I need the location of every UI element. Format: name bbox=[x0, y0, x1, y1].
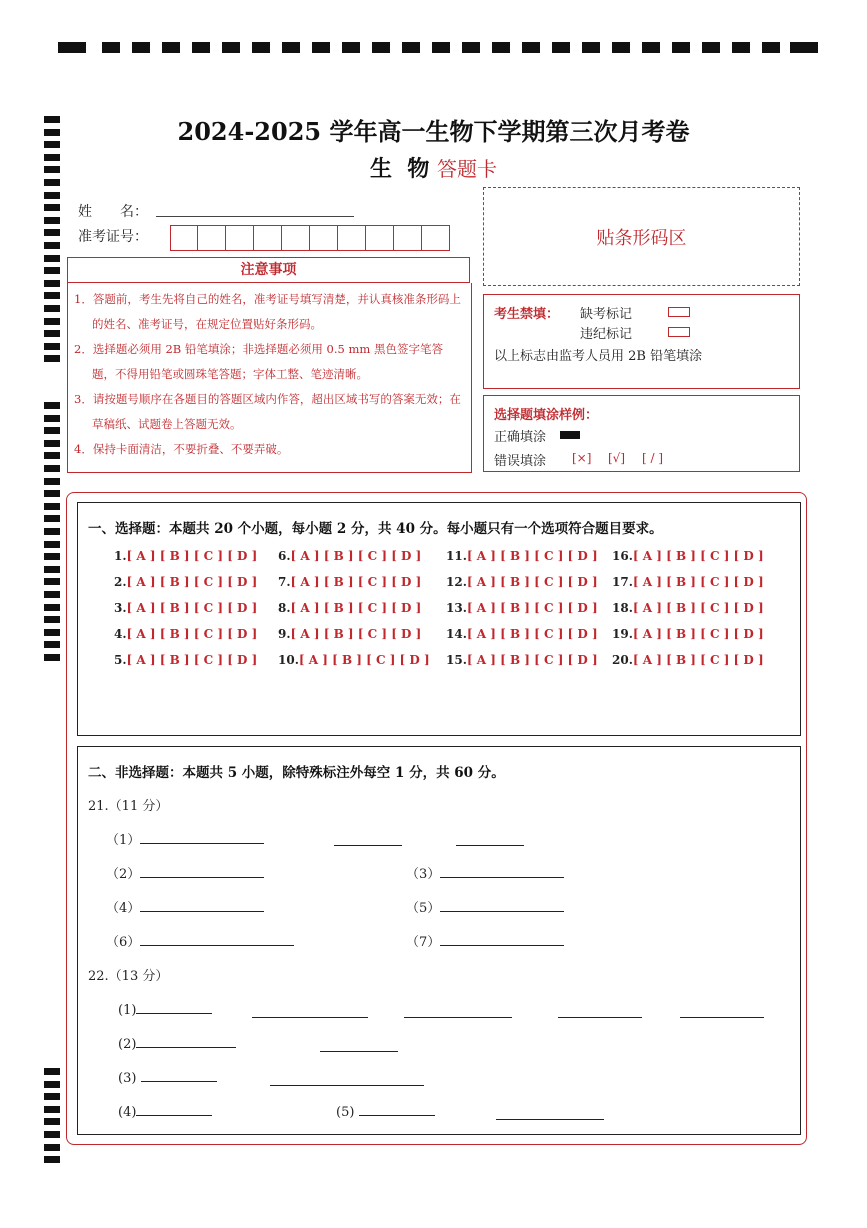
alignment-mark bbox=[44, 465, 60, 472]
notice-box bbox=[67, 283, 472, 473]
question-22-heading: 22.（13 分） bbox=[88, 969, 169, 984]
mc-question-row[interactable] bbox=[114, 601, 257, 615]
alignment-mark bbox=[44, 452, 60, 459]
alignment-mark bbox=[612, 42, 630, 53]
mc-question-number: 1. bbox=[114, 549, 127, 563]
alignment-mark bbox=[402, 42, 420, 53]
mc-question-number: 18. bbox=[612, 601, 633, 615]
mc-question-number: 4. bbox=[114, 627, 127, 641]
alignment-mark bbox=[44, 242, 60, 249]
alignment-mark bbox=[522, 42, 540, 53]
answer-blank[interactable] bbox=[456, 833, 524, 846]
mc-question-number: 20. bbox=[612, 653, 633, 667]
exam-id-digit-box[interactable] bbox=[310, 225, 338, 251]
mc-question-row[interactable] bbox=[278, 653, 430, 667]
q22-part-5[interactable] bbox=[336, 1103, 435, 1120]
alignment-mark bbox=[44, 1118, 60, 1125]
alignment-mark bbox=[642, 42, 660, 53]
section1-title: 一、选择题：本题共 20 个小题，每小题 2 分，共 40 分。每小题只有一个选项符合题目要求。 bbox=[88, 521, 663, 537]
subject-name: 生 物 bbox=[370, 156, 430, 182]
mc-question-row[interactable] bbox=[612, 653, 764, 667]
mc-question-row[interactable] bbox=[114, 653, 257, 667]
mc-question-row[interactable] bbox=[278, 575, 421, 589]
mc-question-number: 3. bbox=[114, 601, 127, 615]
part-label: (5) bbox=[336, 1105, 355, 1120]
mc-question-number: 16. bbox=[612, 549, 633, 563]
absent-mark-box[interactable] bbox=[668, 307, 690, 317]
mc-options[interactable]: [ A ] [ B ] [ C ] [ D ] bbox=[126, 601, 258, 615]
q21-part-2[interactable] bbox=[106, 863, 264, 882]
answer-blank[interactable] bbox=[558, 1005, 642, 1018]
mc-question-row[interactable] bbox=[446, 653, 598, 667]
alignment-mark bbox=[44, 192, 60, 199]
alignment-mark bbox=[44, 204, 60, 211]
exam-id-digit-box[interactable] bbox=[198, 225, 226, 251]
exam-id-label: 准考证号： bbox=[78, 229, 148, 245]
correct-fill-label: 正确填涂 bbox=[494, 430, 547, 445]
alignment-mark bbox=[44, 641, 60, 648]
exam-id-digit-box[interactable] bbox=[394, 225, 422, 251]
q22-part-1[interactable] bbox=[118, 1001, 212, 1018]
alignment-mark bbox=[44, 427, 60, 434]
alignment-mark bbox=[44, 566, 60, 573]
alignment-mark bbox=[342, 42, 360, 53]
mc-question-number: 12. bbox=[446, 575, 467, 589]
answer-blank[interactable] bbox=[334, 833, 402, 846]
alignment-mark bbox=[44, 1081, 60, 1088]
q22-part-4[interactable] bbox=[118, 1103, 212, 1120]
alignment-mark bbox=[44, 1131, 60, 1138]
name-label: 姓 名： bbox=[78, 204, 148, 220]
correct-fill-sample bbox=[560, 431, 580, 439]
answer-blank[interactable] bbox=[496, 1107, 604, 1120]
alignment-mark bbox=[552, 42, 570, 53]
exam-id-digit-box[interactable] bbox=[422, 225, 450, 251]
alignment-mark bbox=[492, 42, 510, 53]
forbidden-label: 考生禁填： bbox=[494, 307, 560, 322]
top-alignment-marks bbox=[58, 42, 818, 54]
alignment-mark bbox=[44, 1068, 60, 1075]
q21-part-7[interactable] bbox=[406, 931, 564, 950]
exam-id-digit-box[interactable] bbox=[282, 225, 310, 251]
mc-question-row[interactable] bbox=[278, 601, 421, 615]
mc-question-row[interactable] bbox=[114, 575, 257, 589]
mc-options[interactable]: [ A ] [ B ] [ C ] [ D ] bbox=[632, 653, 764, 667]
part-label: （3） bbox=[406, 867, 441, 882]
part-label: （4） bbox=[106, 901, 141, 916]
q21-part-4[interactable] bbox=[106, 897, 264, 916]
q21-part-3[interactable] bbox=[406, 863, 564, 882]
q21-part-1[interactable] bbox=[106, 829, 264, 848]
alignment-mark bbox=[44, 528, 60, 535]
part-label: (4) bbox=[118, 1105, 137, 1120]
forbidden-box bbox=[483, 294, 800, 389]
wrong-mark: [ / ] bbox=[642, 451, 664, 465]
mc-options[interactable]: [ A ] [ B ] [ C ] [ D ] bbox=[466, 549, 598, 563]
section1-multiple-choice bbox=[77, 502, 801, 736]
q21-part-6[interactable] bbox=[106, 931, 294, 950]
answer-blank[interactable] bbox=[680, 1005, 764, 1018]
fill-sample-label: 选择题填涂样例： bbox=[494, 408, 599, 423]
mc-question-row[interactable] bbox=[612, 575, 764, 589]
exam-id-digit-box[interactable] bbox=[226, 225, 254, 251]
alignment-mark bbox=[762, 42, 780, 53]
mc-question-number: 14. bbox=[446, 627, 467, 641]
part-label: （1） bbox=[106, 833, 141, 848]
alignment-mark bbox=[44, 402, 60, 409]
answer-blank[interactable] bbox=[404, 1005, 512, 1018]
mc-question-number: 6. bbox=[278, 549, 291, 563]
mc-question-row[interactable] bbox=[114, 627, 257, 641]
alignment-mark bbox=[462, 42, 480, 53]
mc-options[interactable]: [ A ] [ B ] [ C ] [ D ] bbox=[466, 601, 598, 615]
mc-options[interactable]: [ A ] [ B ] [ C ] [ D ] bbox=[466, 575, 598, 589]
part-label: （5） bbox=[406, 901, 441, 916]
mc-question-number: 13. bbox=[446, 601, 467, 615]
part-label: （6） bbox=[106, 935, 141, 950]
mc-options[interactable]: [ A ] [ B ] [ C ] [ D ] bbox=[126, 653, 258, 667]
mc-options[interactable]: [ A ] [ B ] [ C ] [ D ] bbox=[632, 575, 764, 589]
alignment-mark bbox=[44, 591, 60, 598]
alignment-mark bbox=[44, 217, 60, 224]
alignment-mark bbox=[44, 553, 60, 560]
mc-question-row[interactable] bbox=[446, 549, 598, 563]
mc-question-row[interactable] bbox=[278, 549, 421, 563]
mc-question-number: 8. bbox=[278, 601, 291, 615]
alignment-mark bbox=[44, 578, 60, 585]
q21-part-5[interactable] bbox=[406, 897, 564, 916]
mc-question-row[interactable] bbox=[612, 601, 764, 615]
alignment-mark bbox=[44, 515, 60, 522]
violation-label: 违纪标记 bbox=[580, 327, 633, 342]
mc-question-number: 5. bbox=[114, 653, 127, 667]
alignment-mark bbox=[44, 343, 60, 350]
alignment-mark bbox=[44, 490, 60, 497]
fill-sample-box bbox=[483, 395, 800, 472]
alignment-mark bbox=[312, 42, 330, 53]
notice-item: 4．保持卡面清洁，不要折叠、不要弄破。 bbox=[74, 442, 289, 456]
mc-question-row[interactable] bbox=[612, 549, 764, 563]
alignment-mark bbox=[432, 42, 450, 53]
mc-question-row[interactable] bbox=[446, 601, 598, 615]
mc-question-number: 19. bbox=[612, 627, 633, 641]
alignment-mark bbox=[44, 267, 60, 274]
alignment-mark bbox=[44, 616, 60, 623]
mc-question-number: 15. bbox=[446, 653, 467, 667]
mc-options[interactable]: [ A ] [ B ] [ C ] [ D ] bbox=[290, 575, 422, 589]
wrong-mark: [×] bbox=[572, 451, 592, 465]
mc-question-row[interactable] bbox=[114, 549, 257, 563]
q22-part-3[interactable] bbox=[118, 1069, 217, 1086]
alignment-mark bbox=[44, 654, 60, 661]
alignment-mark bbox=[222, 42, 240, 53]
absent-label: 缺考标记 bbox=[580, 307, 633, 322]
alignment-mark bbox=[282, 42, 300, 53]
alignment-mark bbox=[44, 478, 60, 485]
forbidden-note: 以上标志由监考人员用 2B 铅笔填涂 bbox=[494, 349, 703, 364]
alignment-mark bbox=[732, 42, 750, 53]
alignment-mark bbox=[162, 42, 180, 53]
subject-suffix: 答题卡 bbox=[437, 157, 497, 181]
part-label: (3) bbox=[118, 1071, 137, 1086]
alignment-mark bbox=[790, 42, 818, 53]
exam-id-digit-box[interactable] bbox=[338, 225, 366, 251]
part-label: （7） bbox=[406, 935, 441, 950]
mc-options[interactable]: [ A ] [ B ] [ C ] [ D ] bbox=[632, 601, 764, 615]
notice-item: 3．请按题号顺序在各题目的答题区域内作答，超出区域书写的答案无效；在草稿纸、试题卷上答题无效。 bbox=[74, 392, 461, 431]
alignment-mark bbox=[44, 604, 60, 611]
alignment-mark bbox=[44, 1144, 60, 1151]
part-label: (1) bbox=[118, 1003, 137, 1018]
exam-title: 2024-2025 学年高一生物下学期第三次月考卷 bbox=[177, 117, 690, 146]
barcode-area: 贴条形码区 bbox=[483, 187, 800, 286]
alignment-mark bbox=[44, 255, 60, 262]
q22-part-2[interactable] bbox=[118, 1035, 236, 1052]
mc-options[interactable]: [ A ] [ B ] [ C ] [ D ] bbox=[126, 627, 258, 641]
alignment-mark bbox=[102, 42, 120, 53]
mc-question-number: 17. bbox=[612, 575, 633, 589]
alignment-mark bbox=[582, 42, 600, 53]
mc-options[interactable]: [ A ] [ B ] [ C ] [ D ] bbox=[290, 549, 422, 563]
mc-options[interactable]: [ A ] [ B ] [ C ] [ D ] bbox=[298, 653, 430, 667]
section2-title: 二、非选择题：本题共 5 小题，除特殊标注外每空 1 分，共 60 分。 bbox=[88, 765, 505, 781]
alignment-mark bbox=[44, 415, 60, 422]
mc-question-number: 11. bbox=[446, 549, 467, 563]
mc-question-number: 7. bbox=[278, 575, 291, 589]
alignment-mark bbox=[44, 1093, 60, 1100]
question-21-heading: 21.（11 分） bbox=[88, 799, 169, 814]
alignment-mark bbox=[58, 42, 86, 53]
answer-blank[interactable] bbox=[270, 1073, 424, 1086]
alignment-mark bbox=[44, 503, 60, 510]
mc-question-row[interactable] bbox=[446, 627, 598, 641]
mc-options[interactable]: [ A ] [ B ] [ C ] [ D ] bbox=[466, 627, 598, 641]
mc-question-number: 10. bbox=[278, 653, 299, 667]
exam-id-boxes[interactable] bbox=[170, 225, 450, 251]
mc-options[interactable]: [ A ] [ B ] [ C ] [ D ] bbox=[632, 549, 764, 563]
alignment-mark bbox=[44, 330, 60, 337]
alignment-mark bbox=[44, 318, 60, 325]
alignment-mark bbox=[44, 541, 60, 548]
notice-item: 1．答题前，考生先将自己的姓名，准考证号填写清楚，并认真核准条形码上的姓名、准考证号，在规定位置贴好条形码。 bbox=[74, 292, 461, 331]
mc-question-number: 9. bbox=[278, 627, 291, 641]
subject-title bbox=[0, 152, 867, 183]
alignment-mark bbox=[44, 305, 60, 312]
exam-id-digit-box[interactable] bbox=[254, 225, 282, 251]
alignment-mark bbox=[252, 42, 270, 53]
part-label: （2） bbox=[106, 867, 141, 882]
wrong-fill-label: 错误填涂 bbox=[494, 454, 547, 469]
mc-options[interactable]: [ A ] [ B ] [ C ] [ D ] bbox=[290, 601, 422, 615]
alignment-mark bbox=[44, 280, 60, 287]
exam-id-digit-box[interactable] bbox=[170, 225, 198, 251]
alignment-mark bbox=[44, 1106, 60, 1113]
notice-item: 2．选择题必须用 2B 铅笔填涂；非选择题必须用 0.5 mm 黑色签字笔答题，不得用铅笔或圆珠笔答题；字体工整、笔迹清晰。 bbox=[74, 342, 443, 381]
alignment-mark bbox=[44, 229, 60, 236]
alignment-mark bbox=[44, 355, 60, 362]
alignment-mark bbox=[44, 1156, 60, 1163]
alignment-mark bbox=[672, 42, 690, 53]
section2-free-response bbox=[77, 746, 801, 1135]
alignment-mark bbox=[192, 42, 210, 53]
notice-heading: 注意事项 bbox=[67, 257, 470, 283]
answer-blank[interactable] bbox=[320, 1039, 398, 1052]
exam-id-digit-box[interactable] bbox=[366, 225, 394, 251]
alignment-mark bbox=[702, 42, 720, 53]
mc-options[interactable]: [ A ] [ B ] [ C ] [ D ] bbox=[466, 653, 598, 667]
answer-blank[interactable] bbox=[252, 1005, 368, 1018]
mc-options[interactable]: [ A ] [ B ] [ C ] [ D ] bbox=[632, 627, 764, 641]
wrong-mark: [√] bbox=[608, 451, 626, 465]
alignment-mark bbox=[44, 629, 60, 636]
mc-question-number: 2. bbox=[114, 575, 127, 589]
name-field[interactable] bbox=[156, 216, 354, 217]
mc-options[interactable]: [ A ] [ B ] [ C ] [ D ] bbox=[290, 627, 422, 641]
mc-options[interactable]: [ A ] [ B ] [ C ] [ D ] bbox=[126, 549, 258, 563]
mc-question-row[interactable] bbox=[278, 627, 421, 641]
mc-question-row[interactable] bbox=[446, 575, 598, 589]
alignment-mark bbox=[44, 440, 60, 447]
alignment-mark bbox=[44, 292, 60, 299]
mc-options[interactable]: [ A ] [ B ] [ C ] [ D ] bbox=[126, 575, 258, 589]
alignment-mark bbox=[132, 42, 150, 53]
alignment-mark bbox=[372, 42, 390, 53]
violation-mark-box[interactable] bbox=[668, 327, 690, 337]
part-label: (2) bbox=[118, 1037, 137, 1052]
mc-question-row[interactable] bbox=[612, 627, 764, 641]
